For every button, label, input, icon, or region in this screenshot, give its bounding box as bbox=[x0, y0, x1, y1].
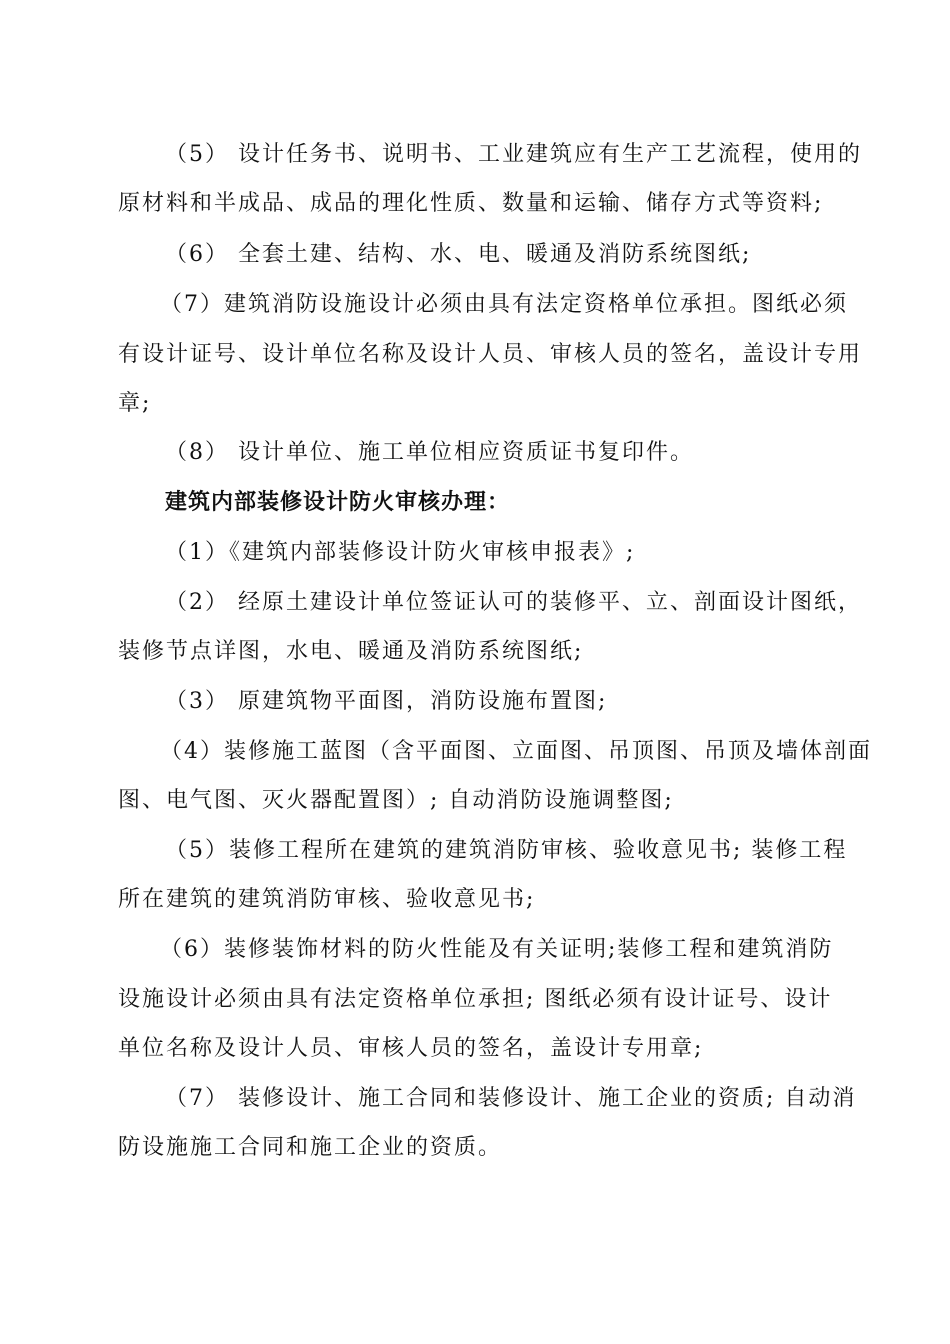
paragraph-7-line-1: （7）建筑消防设施设计必须由具有法定资格单位承担。图纸必须 bbox=[160, 292, 848, 317]
list-item-2-line-1: （2） 经原土建设计单位签证认可的装修平、立、剖面设计图纸， bbox=[165, 590, 862, 615]
list-item-6-line-2: 设施设计必须由具有法定资格单位承担; 图纸必须有设计证号、设计 bbox=[118, 987, 833, 1012]
list-item-7-line-1: （7） 装修设计、施工合同和装修设计、施工企业的资质; 自动消 bbox=[165, 1086, 857, 1111]
list-item-7-line-2: 防设施施工合同和施工企业的资质。 bbox=[118, 1135, 503, 1160]
list-item-4-line-1: （4）装修施工蓝图（含平面图、立面图、吊顶图、吊顶及墙体剖面 bbox=[160, 739, 872, 764]
list-item-4-line-2: 图、电气图、灭火器配置图）; 自动消防设施调整图; bbox=[118, 788, 674, 813]
paragraph-5-line-2: 原材料和半成品、成品的理化性质、数量和运输、储存方式等资料; bbox=[118, 191, 824, 216]
list-item-2-line-2: 装修节点详图，水电、暖通及消防系统图纸; bbox=[118, 639, 584, 664]
paragraph-8: （8） 设计单位、施工单位相应资质证书复印件。 bbox=[165, 440, 694, 465]
section-heading: 建筑内部装修设计防火审核办理： bbox=[165, 490, 511, 515]
paragraph-6: （6） 全套土建、结构、水、电、暖通及消防系统图纸; bbox=[165, 242, 752, 267]
paragraph-7-line-3: 章; bbox=[118, 391, 152, 416]
list-item-6-line-1: （6）装修装饰材料的防火性能及有关证明;装修工程和建筑消防 bbox=[160, 937, 834, 962]
list-item-6-line-3: 单位名称及设计人员、审核人员的签名，盖设计专用章; bbox=[118, 1036, 704, 1061]
paragraph-7-line-2: 有设计证号、设计单位名称及设计人员、审核人员的签名，盖设计专用 bbox=[118, 342, 863, 367]
list-item-5-line-2: 所在建筑的建筑消防审核、验收意见书; bbox=[118, 887, 536, 912]
list-item-5-line-1: （5）装修工程所在建筑的建筑消防审核、验收意见书; 装修工程 bbox=[165, 838, 848, 863]
paragraph-5-line-1: （5） 设计任务书、说明书、工业建筑应有生产工艺流程，使用的 bbox=[165, 142, 862, 167]
list-item-1: （1）《建筑内部装修设计防火审核申报表》; bbox=[165, 540, 636, 565]
list-item-3: （3） 原建筑物平面图，消防设施布置图; bbox=[165, 689, 608, 714]
